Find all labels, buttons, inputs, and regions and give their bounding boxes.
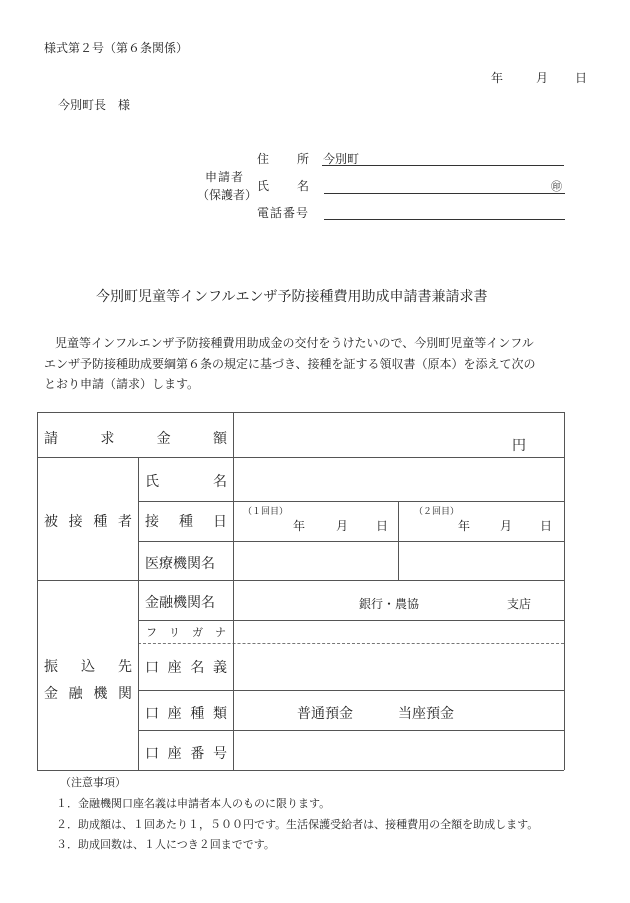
seal-mark-icon: ㊞ [551,180,562,193]
first-medical-field[interactable] [234,542,397,579]
table-border-left [37,412,38,770]
label-char: 被 [44,514,58,530]
bank-name-label: 金融機関名 [145,595,215,611]
table-line [138,457,139,770]
label-char: 号 [212,746,227,762]
label-char: 種 [179,514,193,530]
intro-line-3: とおり申請（請求）します。 [44,377,200,391]
label-char: 金 [156,431,171,447]
account-type-option-ordinary[interactable]: 普通預金 [297,706,353,722]
label-char: 口 [145,660,159,676]
label-char: 義 [212,660,227,676]
address-label [257,150,309,167]
phone-field-line[interactable] [324,219,565,220]
label-char: 種 [190,706,205,722]
first-year-label: 年 [293,519,306,533]
label-char: 先 [118,659,132,675]
account-number-label [145,743,227,763]
label-char: 名 [190,660,205,676]
yen-unit: 円 [512,438,526,454]
phone-label: 電話番号 [257,206,310,220]
furigana-field[interactable] [234,621,563,642]
intro-line-1: 児童等インフルエンザ予防接種費用助成金の交付をうけたいので、今別町児童等インフル [55,336,534,350]
claim-amount-label [44,428,227,448]
notes-heading: （注意事項） [60,776,126,789]
bank-group-label-line2 [44,683,132,703]
address-value[interactable]: 今別町 [323,152,360,166]
label-char: ガ [192,626,203,639]
note-item: ３．助成回数は、１人につき２回までです。 [56,838,275,851]
label-char: 請 [44,431,58,447]
name-field-line[interactable] [324,193,565,194]
account-name-field[interactable] [234,644,563,689]
form-number: 様式第２号（第６条関係） [44,41,189,55]
note-item: ２．助成額は、１回あたり１，５００円です。生活保護受給者は、接種費用の全額を助成します。 [56,818,539,831]
account-type-option-checking[interactable]: 当座預金 [398,706,454,722]
second-dose-label: （２回目） [414,507,460,517]
vaccinee-name-label [145,471,227,491]
bank-group-label-line1 [44,656,132,676]
applicant-label: 申請者 [205,170,245,184]
label-char: 振 [44,659,58,675]
second-medical-field[interactable] [399,542,563,579]
medical-institution-label: 医療機関名 [145,556,215,572]
document-title: 今別町児童等インフルエンザ予防接種費用助成申請書兼請求書 [96,289,488,305]
table-border-right [564,412,565,770]
account-name-label [145,657,227,677]
label-char: 接 [145,514,159,530]
guardian-label: （保護者） [197,188,258,202]
label-char: 番 [190,746,205,762]
label-char: 座 [167,746,182,762]
bank-type-label: 銀行・農協 [359,597,420,611]
date-day-label: 日 [575,71,588,85]
second-day-label: 日 [540,519,553,533]
label-char: 座 [167,660,182,676]
second-year-label: 年 [458,519,471,533]
label-char: 口 [145,706,159,722]
vaccination-date-label [145,511,227,531]
label-char: 氏 [257,179,270,193]
label-char: 融 [68,686,83,702]
furigana-label [146,624,226,640]
label-char: 口 [145,746,159,762]
address-field-line [322,165,564,166]
date-month-label: 月 [536,71,549,85]
label-char: 住 [257,152,270,166]
label-char: 氏 [145,474,159,490]
addressee: 今別町長 様 [58,98,131,112]
table-line [138,690,564,691]
label-char: 名 [213,474,227,490]
label-char: 接 [68,514,83,530]
label-char: 類 [212,706,227,722]
label-char: 日 [213,514,227,530]
note-item: １．金融機関口座名義は申請者本人のものに限ります。 [56,797,331,810]
label-char: 座 [167,706,182,722]
table-border-bottom [37,770,564,771]
vaccinee-label [44,511,132,531]
label-char: 所 [296,152,309,166]
first-dose-label: （１回目） [243,507,289,517]
label-char: 関 [117,686,132,702]
account-number-field[interactable] [234,731,563,769]
date-year-label: 年 [491,71,504,85]
first-day-label: 日 [376,519,389,533]
first-month-label: 月 [336,519,349,533]
label-char: 種 [93,514,108,530]
label-char: ナ [215,626,226,639]
intro-line-2: エンザ予防接種助成要綱第６条の規定に基づき、接種を証する領収書（原本）を添えて次の [44,357,536,371]
label-char: 求 [100,431,115,447]
label-char: 名 [296,179,309,193]
label-char: 機 [93,686,108,702]
second-month-label: 月 [500,519,513,533]
vaccinee-name-field[interactable] [234,458,563,500]
label-char: フ [146,626,157,639]
label-char: 額 [212,431,227,447]
label-char: 者 [117,514,132,530]
label-char: リ [169,626,180,639]
name-label [257,177,309,194]
label-char: 金 [44,686,58,702]
branch-label: 支店 [507,597,532,611]
account-type-label [145,703,227,723]
label-char: 込 [81,659,95,675]
